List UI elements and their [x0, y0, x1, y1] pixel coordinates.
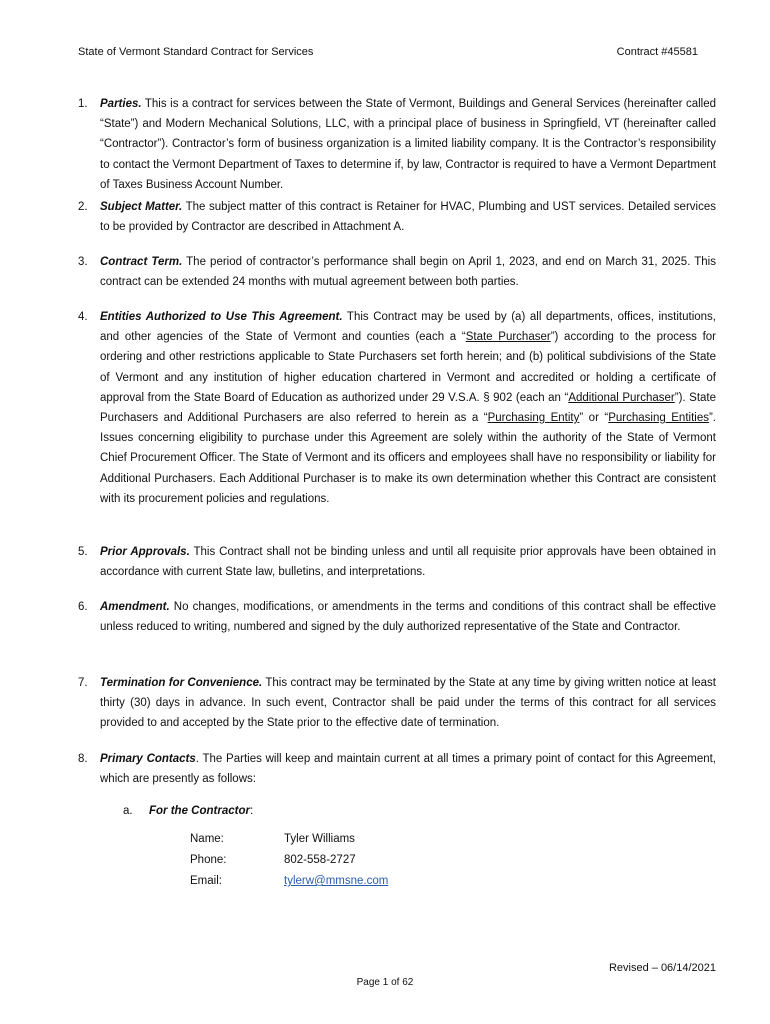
section-amendment — [78, 597, 716, 637]
section-text: ”. Issues concerning eligibility to purchase under this Agreement are solely within the authority of the State of Vermont Chief Procurement Officer. The State of Vermont and its officers and employees shall have no responsibility or liability for Additional Purchasers. Each Additional Purchaser is to make its own determination whether this Contract are consistent with its procurement policies and regulations. — [100, 412, 716, 505]
section-entities-authorized — [78, 307, 716, 509]
subsection-contractor — [123, 805, 253, 817]
section-primary-contacts — [78, 749, 716, 789]
section-text: ”) according to the process for ordering and other restrictions applicable to State Purchasers set forth herein; and (b) political subdivisions of the State of Vermont and any institution of higher education chartered in Vermont and accredited or holding a certificate of approval from the State Board of Education as authorized under 29 V.S.A. § 902 (each an “ — [100, 331, 716, 404]
contact-name-label: Name: — [190, 833, 224, 845]
section-contract-term — [78, 252, 716, 292]
section-number: 4. — [78, 311, 88, 323]
section-number: 8. — [78, 753, 88, 765]
contact-email-link[interactable]: tylerw@mmsne.com — [284, 875, 389, 887]
contact-email-row — [190, 875, 388, 887]
contract-number: Contract #45581 — [616, 46, 698, 58]
section-title: Amendment. — [100, 601, 170, 613]
section-text: This Contract may be used by (a) all departments, offices, institutions, and other agencies of the State of Vermont and counties (each a “ — [100, 311, 716, 344]
section-title: Contract Term. — [100, 256, 183, 268]
defined-term-state-purchaser: State Purchaser — [465, 331, 551, 344]
subsection-colon: : — [249, 805, 254, 817]
contact-phone-value: 802-558-2727 — [284, 854, 356, 866]
section-text: The period of contractor’s performance shall begin on April 1, 2023, and end on March 31, 2025. This contract can be extended 24 months with mutual agreement between both parties. — [100, 256, 716, 289]
defined-term-additional-purchaser: Additional Purchaser — [568, 391, 675, 404]
section-parties — [78, 94, 716, 195]
section-title: Prior Approvals. — [100, 546, 190, 558]
section-text: ” or “ — [579, 412, 609, 425]
section-text: . The Parties will keep and maintain current at all times a primary point of contact for this Agreement, which are presently as follows: — [100, 753, 717, 786]
section-text: No changes, modifications, or amendments in the terms and conditions of this contract shall be effective unless reduced to writing, numbered and signed by the duly authorized representative of the State and Contractor. — [100, 601, 716, 634]
header-title: State of Vermont Standard Contract for Services — [78, 46, 314, 58]
section-number: 2. — [78, 201, 88, 213]
revised-date: Revised – 06/14/2021 — [608, 962, 716, 974]
section-text: ”). State Purchasers and Additional Purchasers are also referred to herein as a “ — [100, 391, 716, 425]
section-title: Primary Contacts — [100, 753, 196, 765]
section-prior-approvals — [78, 542, 716, 582]
section-number: 1. — [78, 98, 88, 110]
defined-term-purchasing-entities: Purchasing Entities — [608, 412, 709, 425]
section-title: Parties. — [100, 98, 142, 110]
subsection-letter: a. — [123, 805, 133, 817]
section-title: Termination for Convenience. — [100, 677, 263, 689]
section-text: This Contract shall not be binding unless and until all requisite prior approvals have been obtained in accordance with current State law, bulletins, and interpretations. — [100, 546, 716, 579]
section-title: Entities Authorized to Use This Agreement. — [100, 311, 343, 323]
page-number: Page 1 of 62 — [356, 977, 414, 988]
section-number: 5. — [78, 546, 88, 558]
contact-phone-row — [190, 854, 356, 866]
contact-name-row — [190, 833, 355, 845]
contact-email-label: Email: — [190, 875, 222, 887]
section-number: 3. — [78, 256, 88, 268]
contact-name-value: Tyler Williams — [284, 833, 355, 845]
section-text: This contract may be terminated by the State at any time by giving written notice at least thirty (30) days in advance. In such event, Contractor shall be paid under the terms of this contract for all services provided to and accepted by the State prior to the effective date of termination. — [100, 677, 716, 730]
section-number: 7. — [78, 677, 88, 689]
section-number: 6. — [78, 601, 88, 613]
contact-phone-label: Phone: — [190, 854, 227, 866]
section-text: The subject matter of this contract is Retainer for HVAC, Plumbing and UST services. Detailed services to be provided by Contractor are described in Attachment A. — [100, 201, 716, 234]
section-title: Subject Matter. — [100, 201, 183, 213]
subsection-title: For the Contractor — [149, 805, 250, 817]
section-text: This is a contract for services between the State of Vermont, Buildings and General Services (hereinafter called “State”) and Modern Mechanical Solutions, LLC, with a principal place of business in Springfield, VT (hereinafter called “Contractor”). Contractor’s form of business organization is a limited liability company. It is the Contractor’s responsibility to contact the Vermont Department of Taxes to determine if, by law, Contractor is required to have a Vermont Department of Taxes Business Account Number. — [100, 98, 716, 191]
page-header — [78, 46, 698, 58]
section-termination — [78, 673, 716, 734]
defined-term-purchasing-entity: Purchasing Entity — [487, 412, 580, 425]
section-subject-matter — [78, 197, 716, 237]
